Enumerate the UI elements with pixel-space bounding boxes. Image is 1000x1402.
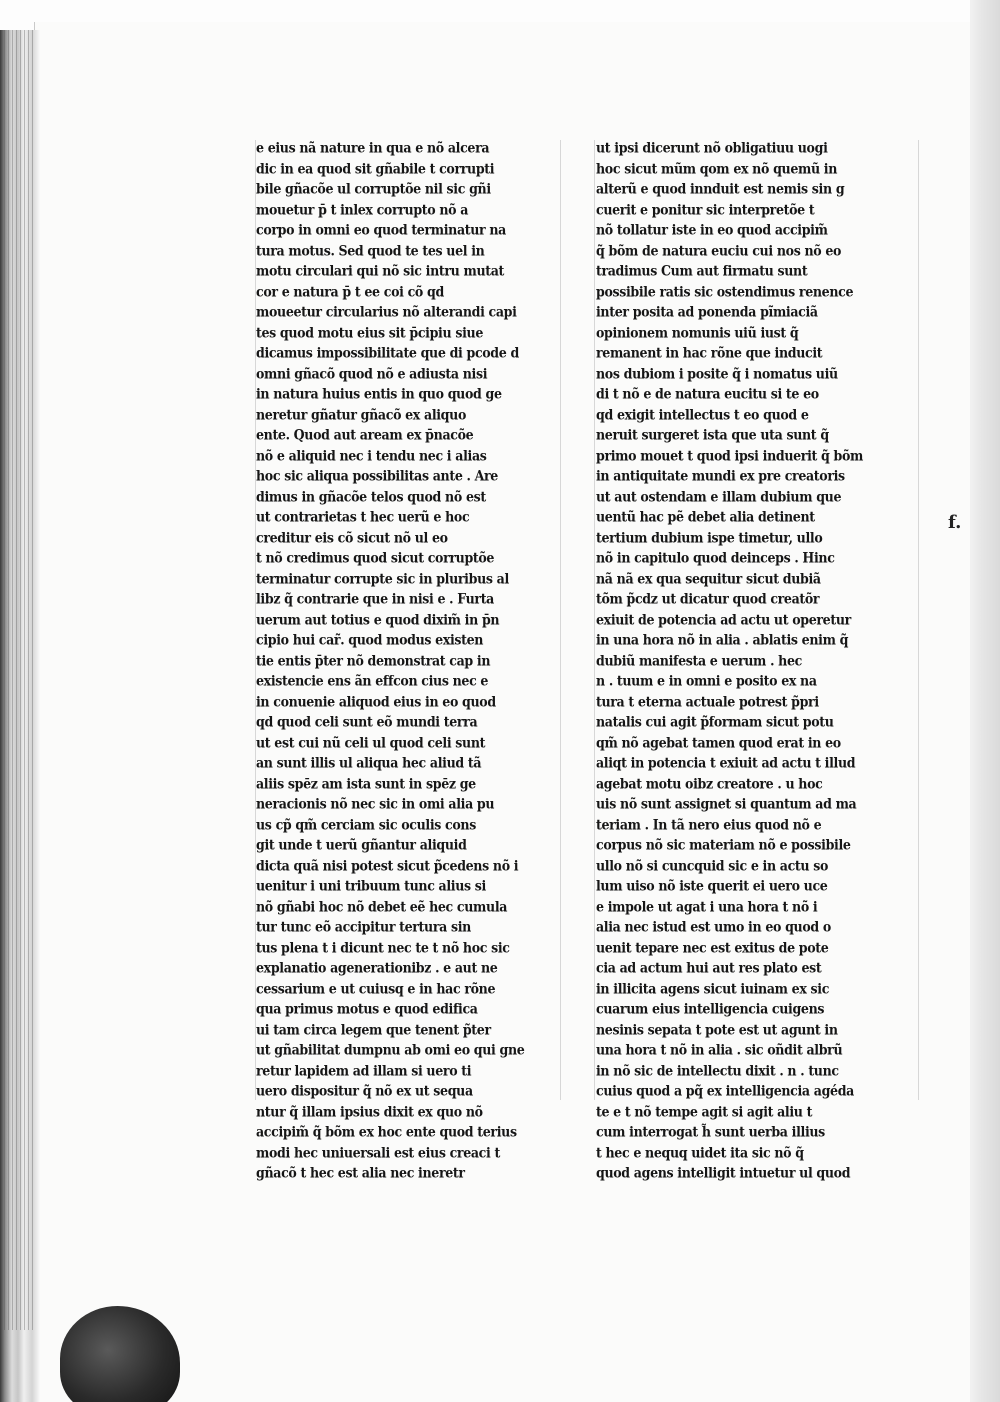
manuscript-line: neruit surgeret ista que uta sunt q̃ xyxy=(596,426,829,443)
manuscript-line: motu circulari qui nõ sic intru mutat xyxy=(256,262,505,279)
manuscript-line: libz q̃ contrarie que in nisi e . Furta xyxy=(256,590,494,607)
manuscript-line: ui tam circa legem que tenent p̃ter xyxy=(256,1020,491,1038)
manuscript-line: opinionem nomunis uiũ iust q̃ xyxy=(596,323,799,341)
manuscript-line: mouetur p̄ t inlex corrupto nõ a xyxy=(256,200,469,218)
manuscript-line: ut aut ostendam e illam dubium que xyxy=(596,487,842,505)
manuscript-line: cipio hui car̃. quod modus existen xyxy=(256,631,484,648)
manuscript-line: cum interrogat h̃ sunt uerba illius xyxy=(596,1123,825,1140)
manuscript-line: hoc sicut mũm qom ex nõ quemũ in xyxy=(596,159,838,177)
manuscript-line: nõ gñabi hoc nõ debet eẽ hec cumula xyxy=(256,897,508,915)
manuscript-line: aliis spēz am ista sunt in spēz ge xyxy=(256,774,476,792)
manuscript-line: alia nec istud est umo in eo quod o xyxy=(596,918,831,935)
manuscript-line: omni gñacõ quod nõ e adiusta nisi xyxy=(256,364,488,382)
manuscript-line: bile gñacõe ul corruptõe nil sic gñi xyxy=(256,180,491,197)
manuscript-line: uero dispositur q̃ nõ ex ut sequa xyxy=(256,1082,473,1099)
manuscript-line: tur tunc eõ accipitur tertura sin xyxy=(256,918,471,935)
manuscript-line: aliqt in potencia t exiuit ad actu t illud xyxy=(596,754,856,771)
manuscript-line: lum uiso nõ iste querit ei uero uce xyxy=(596,877,828,894)
manuscript-line: in antiquitate mundi ex pre creatoris xyxy=(596,467,845,484)
manuscript-line: hoc sic aliqua possibilitas ante . Are xyxy=(256,467,498,484)
manuscript-line: natalis cui agit p̃formam sicut potu xyxy=(596,713,834,730)
manuscript-line: n . tuum e in omni e posito ex na xyxy=(596,672,817,689)
manuscript-line: tertium dubium ispe timetur, ullo xyxy=(596,528,823,546)
manuscript-line: t nõ credimus quod sicut corruptõe xyxy=(256,549,495,566)
manuscript-line: nõ in capitulo quod deinceps . Hinc xyxy=(596,549,835,566)
manuscript-line: moueetur circularius nõ alterandi capi xyxy=(256,303,517,320)
manuscript-line: dubiũ manifesta e uerum . hec xyxy=(596,651,802,669)
manuscript-line: corpus nõ sic materiam nõ e possibile xyxy=(596,836,851,853)
manuscript-line: q̃ bõm de natura euciu cui nos nõ eo xyxy=(596,241,842,259)
margin-mark: f. xyxy=(948,512,962,533)
manuscript-line: nesinis sepata t pote est ut agunt in xyxy=(596,1020,838,1038)
manuscript-line: nos dubiom i posite q̃ i nomatus uiũ xyxy=(596,364,838,382)
manuscript-line: ente. Quod aut aream ex p̄nacõe xyxy=(256,426,474,443)
manuscript-line: in nõ sic de intellectu dixit . n . tunc xyxy=(596,1061,839,1079)
manuscript-line: neracionis nõ nec sic in omi alia pu xyxy=(256,795,495,812)
manuscript-line: qd quod celi sunt eõ mundi terra xyxy=(256,713,478,730)
manuscript-line: gñacõ t hec est alia nec ineretr xyxy=(256,1164,465,1181)
manuscript-line: terminatur corrupte sic in pluribus al xyxy=(256,569,509,587)
manuscript-line: te e t nõ tempe agit si agit aliu t xyxy=(596,1102,813,1120)
ruling-line xyxy=(918,140,919,1100)
manuscript-line: tõm p̃cdz ut dicatur quod creatõr xyxy=(596,590,820,607)
manuscript-line: qd exigit intellectus t eo quod e xyxy=(596,405,809,423)
manuscript-line: us cp̃ qm̃ cerciam sic oculis cons xyxy=(256,815,476,833)
manuscript-line: ut ipsi dicerunt nõ obligatiuu uogi xyxy=(596,139,828,156)
manuscript-line: cor e natura p̄ t ee coi cõ qd xyxy=(256,282,444,300)
manuscript-line: ut contrarietas t hec uerũ e hoc xyxy=(256,508,470,525)
manuscript-line: qua primus motus e quod edifica xyxy=(256,1000,478,1017)
manuscript-line: tradimus Cum aut firmatu sunt xyxy=(596,262,808,279)
ruling-line xyxy=(560,140,561,1100)
manuscript-line: corpo in omni eo quod terminatur na xyxy=(256,221,506,238)
manuscript-line: uentũ hac pẽ debet alia detinent xyxy=(596,508,815,525)
manuscript-line: explanatio agenerationibz . e aut ne xyxy=(256,959,498,976)
manuscript-line: git unde t uerũ gñantur aliquid xyxy=(256,836,467,853)
manuscript-line: ntur q̃ illam ipsius dixit ex quo nõ xyxy=(256,1102,483,1120)
manuscript-line: in conuenie aliquod eius in eo quod xyxy=(256,692,496,710)
manuscript-line: qm̃ nõ agebat tamen quod erat in eo xyxy=(596,733,841,751)
manuscript-line: tie entis p̄ter nõ demonstrat cap in xyxy=(256,651,491,669)
manuscript-line: cuarum eius intelligencia cuigens xyxy=(596,1000,825,1017)
manuscript-line: inter posita ad ponenda pĩmiaciã xyxy=(596,303,818,320)
manuscript-line: uenitur i uni tribuum tunc alius si xyxy=(256,877,486,894)
manuscript-line: e impole ut agat i una hora t nõ i xyxy=(596,897,818,915)
manuscript-line: neretur gñatur gñacõ ex aliquo xyxy=(256,405,466,423)
manuscript-line: accipim̃ q̃ bõm ex hoc ente quod terius xyxy=(256,1123,517,1140)
manuscript-line: tura t eterna actuale potrest p̃pri xyxy=(596,692,819,710)
manuscript-line: uerum aut totius e quod dixim̃ in p̄n xyxy=(256,610,500,628)
manuscript-line: remanent in hac rõne que inducit xyxy=(596,344,823,361)
manuscript-line: nõ e aliquid nec i tendu nec i alias xyxy=(256,446,487,464)
manuscript-line: uenit tepare nec est exitus de pote xyxy=(596,938,829,956)
manuscript-line: possibile ratis sic ostendimus renence xyxy=(596,282,854,300)
manuscript-line: retur lapidem ad illam si uero ti xyxy=(256,1061,472,1079)
manuscript-line: dimus in gñacõe telos quod nõ est xyxy=(256,487,486,505)
manuscript-line: primo mouet t quod ipsi induerit q̃ bõm xyxy=(596,446,863,464)
manuscript-line: cessarium e ut cuiusq e in hac rõne xyxy=(256,979,496,997)
manuscript-line: teriam . In tã nero eius quod nõ e xyxy=(596,815,822,833)
manuscript-line: t hec e nequq uidet ita sic nõ q̃ xyxy=(596,1143,804,1161)
text-column-right xyxy=(596,138,912,1184)
manuscript-line: in una hora nõ in alia . ablatis enim q̃ xyxy=(596,631,849,648)
manuscript-line: exiuit de potencia ad actu ut operetur xyxy=(596,610,851,628)
manuscript-line: tura motus. Sed quod te tes uel in xyxy=(256,241,485,259)
manuscript-line: dic in ea quod sit gñabile t corrupti xyxy=(256,159,495,177)
manuscript-line: an sunt illis ul aliqua hec aliud tã xyxy=(256,754,482,771)
manuscript-line: dicta quã nisi potest sicut p̃cedens nõ i xyxy=(256,856,519,874)
manuscript-line: cuerit e ponitur sic interpretõe t xyxy=(596,200,815,218)
manuscript-line: creditur eis cõ sicut nõ ul eo xyxy=(256,528,448,546)
manuscript-line: quod agens intelligit intuetur ul quod xyxy=(596,1164,851,1181)
manuscript-line: in illicita agens sicut iuinam ex sic xyxy=(596,979,830,997)
manuscript-line: nõ tollatur iste in eo quod accipim̃ xyxy=(596,221,828,238)
text-column-left xyxy=(256,138,556,1184)
manuscript-line: ut gñabilitat dumpnu ab omi eo qui gne xyxy=(256,1041,525,1058)
manuscript-line: tes quod motu eius sit p̄cipiu siue xyxy=(256,323,483,341)
manuscript-line: una hora t nõ in alia . sic oñdit albrũ xyxy=(596,1041,843,1058)
manuscript-line: alterũ e quod innduit est nemis sin g xyxy=(596,180,845,197)
manuscript-line: cia ad actum hui aut res plato est xyxy=(596,959,822,976)
manuscript-line: tus plena t i dicunt nec te t nõ hoc sic xyxy=(256,938,510,956)
page-stack-lines xyxy=(4,30,34,1330)
manuscript-line: in natura huius entis in quo quod ge xyxy=(256,385,502,402)
manuscript-line: ut est cui nũ celi ul quod celi sunt xyxy=(256,733,486,751)
manuscript-line: agebat motu oibz creatore . u hoc xyxy=(596,774,823,792)
page-gutter xyxy=(970,0,1000,1402)
manuscript-line: e eius nã nature in qua e nõ alcera xyxy=(256,139,490,156)
manuscript-line: di t nõ e de natura eucitu si te eo xyxy=(596,385,819,402)
ruling-line xyxy=(594,140,595,1100)
manuscript-line: uis nõ sunt assignet si quantum ad ma xyxy=(596,795,857,812)
manuscript-line: cuius quod a pq̃ ex intelligencia agéda xyxy=(596,1082,854,1099)
manuscript-line: modi hec uniuersali est eius creaci t xyxy=(256,1143,500,1161)
manuscript-line: ullo nõ si cuncquid sic e in actu so xyxy=(596,856,829,874)
manuscript-line: existencie ens ãn effcon cius nec e xyxy=(256,672,489,689)
manuscript-line: nã nã ex qua sequitur sicut dubiã xyxy=(596,569,821,587)
manuscript-line: dicamus impossibilitate que di pcode d xyxy=(256,344,519,361)
